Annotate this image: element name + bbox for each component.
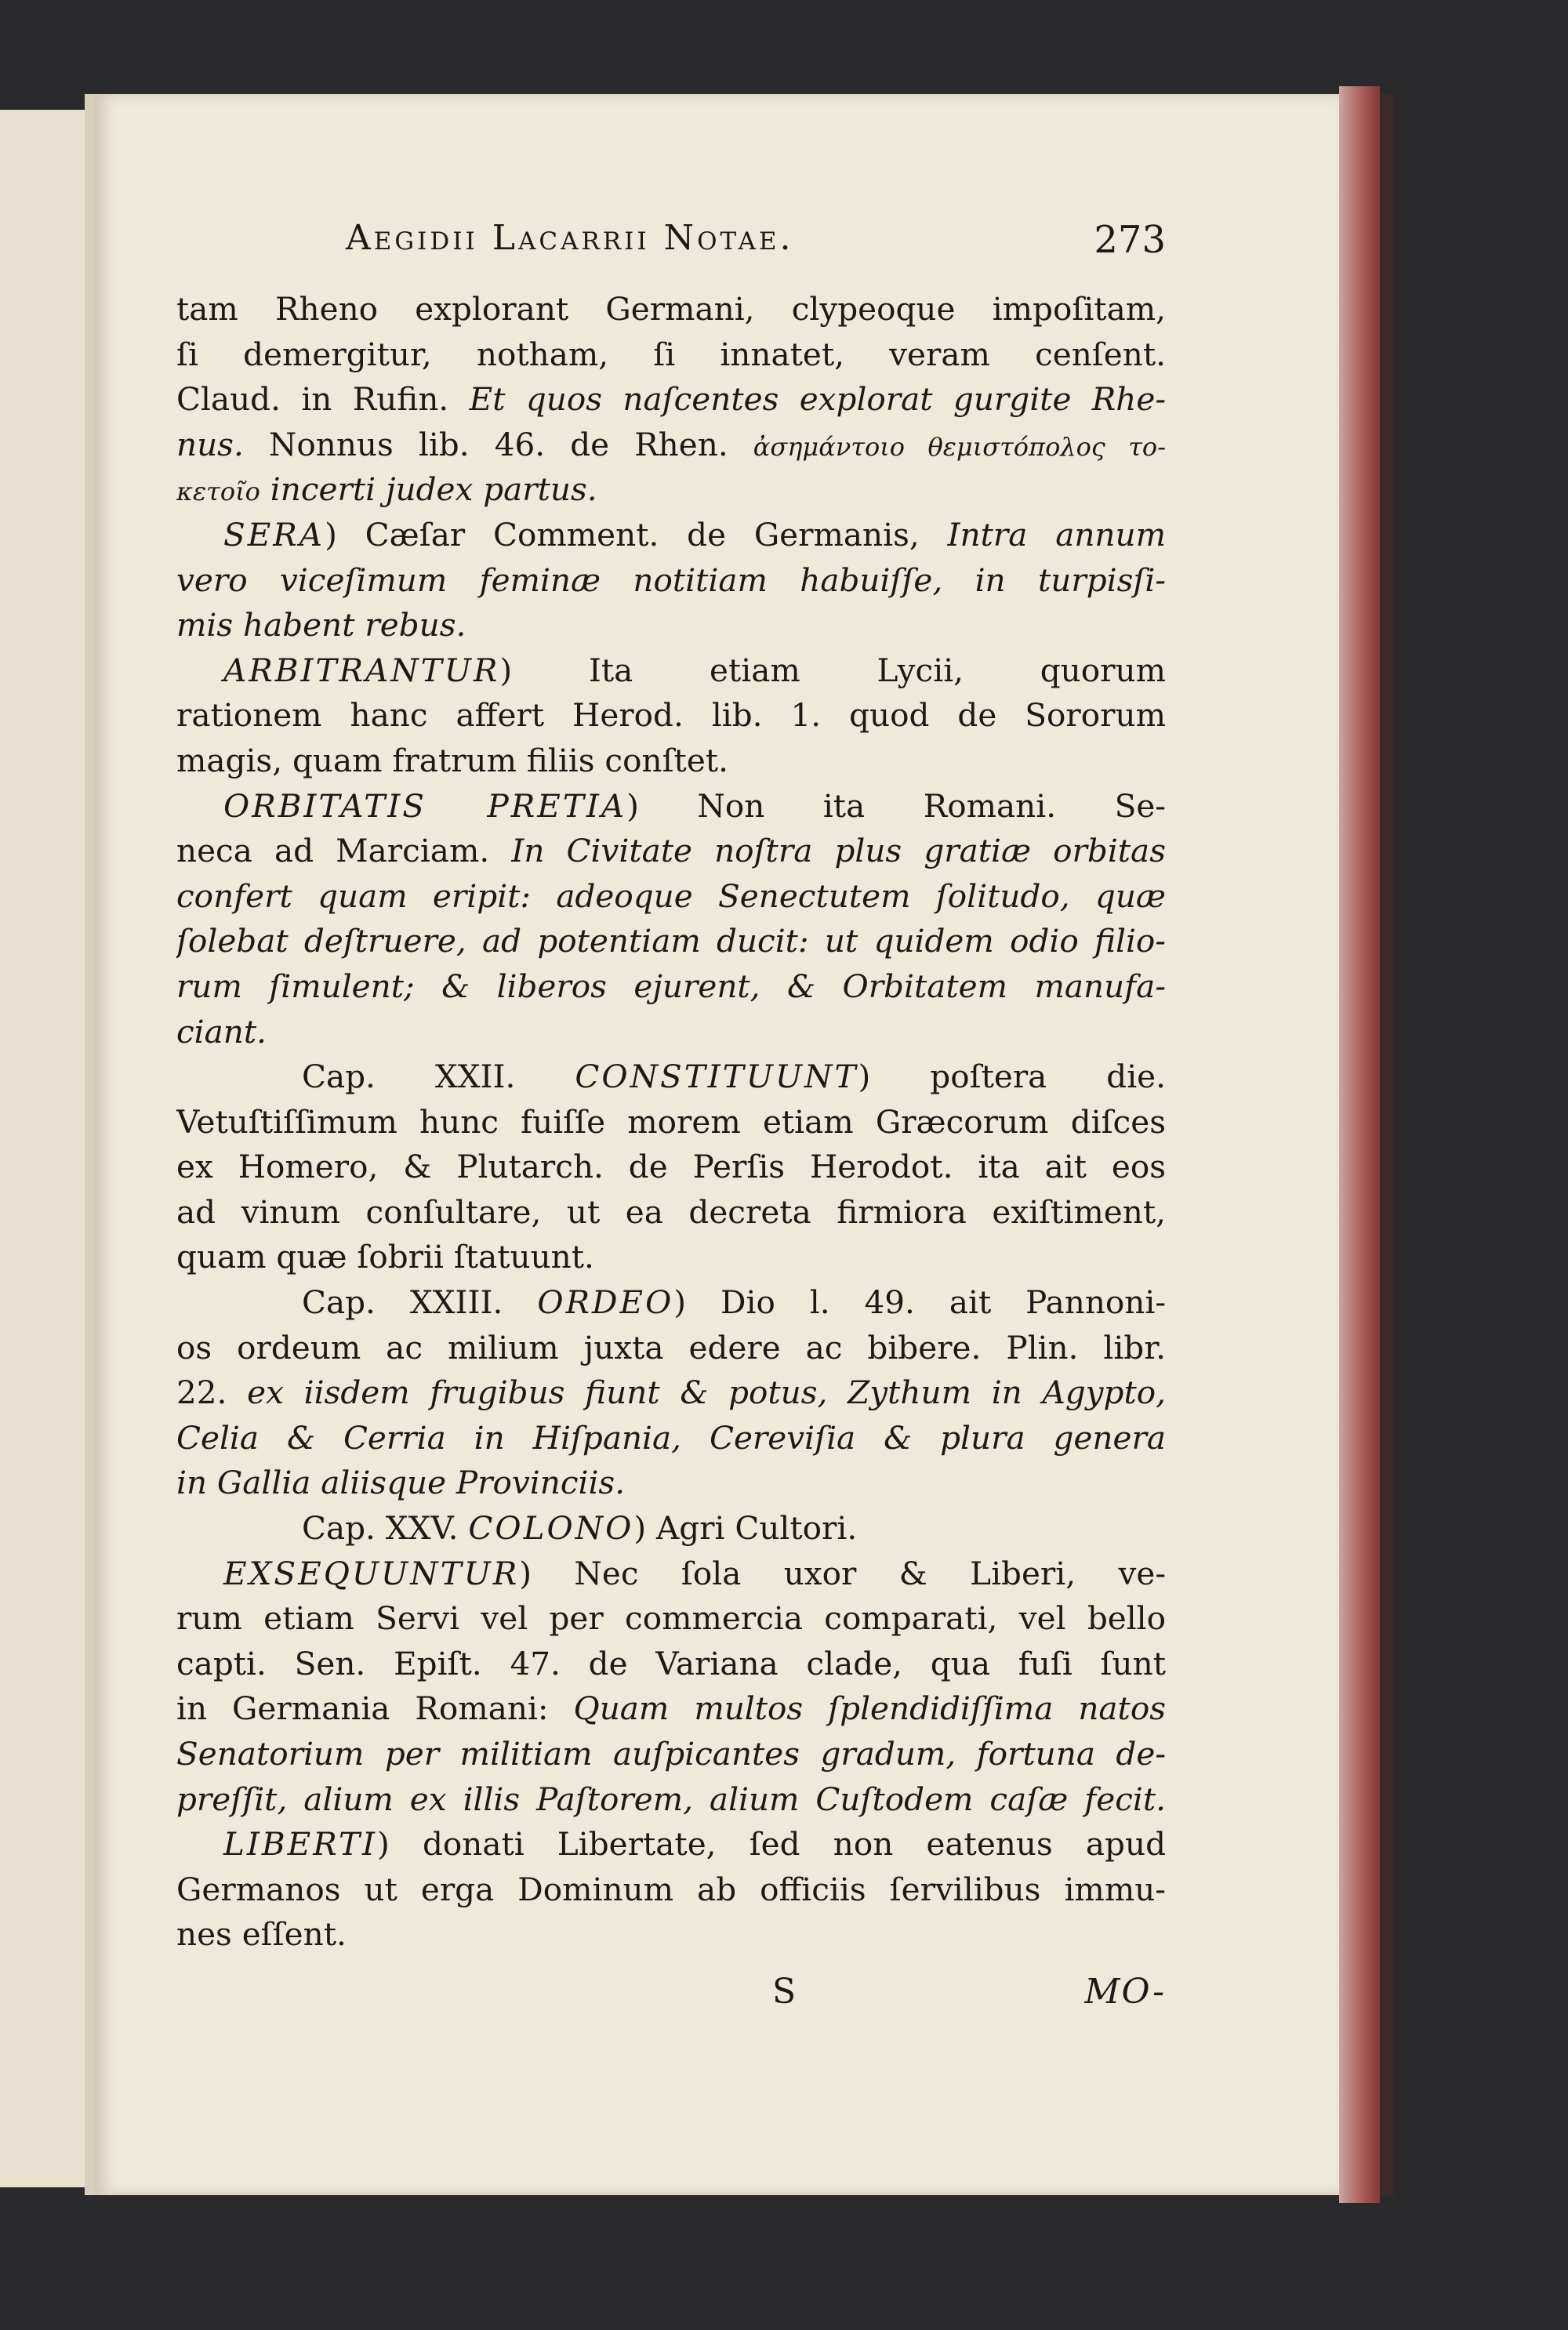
text-segment: ) Ita etiam Lycii, quorum <box>499 651 1166 689</box>
page-number: 273 <box>1094 218 1166 262</box>
text-line <box>176 1190 1166 1236</box>
text-line <box>176 1461 1166 1506</box>
text-segment: incerti judex partus. <box>260 470 597 509</box>
text-line <box>176 1370 1166 1416</box>
text-line <box>176 1506 1166 1552</box>
page-footer <box>176 1972 1166 2034</box>
text-segment: ex iisdem frugibus fiunt & potus, Zythum in Agypto, <box>247 1374 1166 1412</box>
text-line <box>176 1777 1166 1823</box>
page-text-block <box>176 210 1166 2034</box>
lemma-text: ORDEO <box>537 1283 674 1322</box>
lemma-text: ARBITRANTUR <box>223 651 500 689</box>
greek-quote: κετοῖο <box>176 477 260 507</box>
text-segment: nus. <box>176 425 244 463</box>
page-header <box>176 210 1166 267</box>
lemma-text: EXSEQUUNTUR <box>223 1554 520 1592</box>
facing-page-edge <box>0 110 89 2187</box>
text-line <box>176 1145 1166 1190</box>
text-segment: mis habent rebus. <box>176 606 466 644</box>
text-line <box>176 1416 1166 1461</box>
text-line <box>176 1686 1166 1732</box>
text-segment: Intra annum <box>947 515 1166 553</box>
text-line <box>176 603 1166 648</box>
lemma-text: CONSTITUUNT <box>575 1058 858 1096</box>
text-segment: Nonnus lib. 46. de Rhen. <box>243 425 753 463</box>
text-segment: tam Rheno explorant Germani, clypeoque impoſitam, <box>176 290 1166 328</box>
text-segment: ſolebat deſtruere, ad potentiam ducit: ut quidem odio filio- <box>176 922 1166 960</box>
text-segment: ad vinum conſultare, ut ea decreta firmiora exiſtiment, <box>176 1192 1166 1231</box>
text-line <box>176 1732 1166 1777</box>
text-segment: Cap. XXV. <box>302 1509 469 1548</box>
text-line <box>176 829 1166 874</box>
greek-quote: ἀσημάντοιο θεμιστόπολος το- <box>753 431 1166 462</box>
text-segment: in Germania Romani: <box>176 1689 574 1728</box>
lemma-text: LIBERTI <box>223 1825 378 1864</box>
text-segment: In Civitate noſtra plus gratiæ orbitas <box>511 832 1166 870</box>
text-segment: Cap. XXII. <box>302 1058 575 1096</box>
text-line <box>176 919 1166 964</box>
body-text <box>176 287 1166 1958</box>
text-segment: Et quos naſcentes explorat gurgite Rhe- <box>469 380 1166 419</box>
text-segment: Quam multos ſplendidiſſima natos <box>573 1689 1166 1728</box>
text-line <box>176 784 1166 829</box>
text-line <box>176 964 1166 1010</box>
text-segment: ) Non ita Romani. Se- <box>626 786 1166 825</box>
text-line <box>176 1642 1166 1687</box>
text-segment: confert quam eripit: adeoque Senectutem ſolitudo, quæ <box>176 876 1166 915</box>
signature-mark: S <box>772 1971 797 2012</box>
text-segment: ) Dio l. 49. ait Pannoni- <box>673 1283 1166 1322</box>
text-line <box>176 1280 1166 1326</box>
text-segment: Claud. in Rufin. <box>176 380 470 419</box>
catchword: MO- <box>1084 1971 1166 2012</box>
text-segment: nes eſſent. <box>176 1915 347 1954</box>
text-segment: rationem hanc affert Herod. lib. 1. quod de Sororum <box>176 696 1166 735</box>
text-line <box>176 1235 1166 1280</box>
text-segment: Senatorium per militiam auſpicantes gradum, fortuna de- <box>176 1735 1166 1773</box>
text-segment: Celia & Cerria in Hiſpania, Cereviſia & plura genera <box>176 1418 1166 1457</box>
text-line <box>176 377 1166 423</box>
text-segment: vero viceſimum feminæ notitiam habuiſſe, in turpisſi- <box>176 561 1166 599</box>
lemma-text: COLONO <box>468 1509 634 1548</box>
text-segment: Vetuſtiſſimum hunc fuiſſe morem etiam Græcorum diſces <box>176 1102 1166 1141</box>
text-segment: rum ſimulent; & liberos ejurent, & Orbitatem manufa- <box>176 967 1166 1005</box>
text-line <box>176 287 1166 332</box>
text-segment: ciant. <box>176 1012 267 1051</box>
text-line <box>176 332 1166 378</box>
text-line <box>176 739 1166 784</box>
text-segment: ex Homero, & Plutarch. de Perſis Herodot. ita ait eos <box>176 1148 1166 1186</box>
text-line <box>176 1100 1166 1145</box>
text-segment: in Gallia aliisque Provinciis. <box>176 1464 626 1502</box>
text-line <box>176 648 1166 694</box>
text-segment: ) donati Libertate, ſed non eatenus apud <box>377 1825 1166 1864</box>
text-segment: os ordeum ac milium juxta edere ac bibere. Plin. libr. <box>176 1328 1166 1366</box>
red-page-edges <box>1339 86 1380 2203</box>
text-line <box>176 1822 1166 1867</box>
book-cover-edge <box>1380 94 1394 2195</box>
text-segment: ) Nec ſola uxor & Liberi, ve- <box>519 1554 1166 1592</box>
text-segment: capti. Sen. Epiſt. 47. de Variana clade, qua fuſi ſunt <box>176 1644 1166 1682</box>
text-line <box>176 423 1166 468</box>
lemma-text: SERA <box>223 515 325 553</box>
text-line <box>176 1054 1166 1100</box>
text-segment: Cap. XXIII. <box>302 1283 538 1322</box>
text-segment: ſi demergitur, notham, ſi innatet, veram cenſent. <box>176 335 1166 373</box>
text-line <box>176 467 1166 513</box>
text-segment: ) Agri Cultori. <box>633 1509 858 1548</box>
text-line <box>176 1326 1166 1371</box>
text-line <box>176 693 1166 739</box>
text-line <box>176 1867 1166 1913</box>
text-segment: rum etiam Servi vel per commercia comparati, vel bello <box>176 1599 1166 1638</box>
text-segment: 22. <box>176 1374 248 1412</box>
text-line <box>176 1010 1166 1055</box>
text-segment: ) Cæſar Comment. de Germanis, <box>325 515 948 553</box>
text-line <box>176 558 1166 604</box>
running-title: Aegidii Lacarrii Notae. <box>346 218 794 258</box>
lemma-text: ORBITATIS PRETIA <box>223 786 627 825</box>
text-segment: neca ad Marciam. <box>176 832 512 870</box>
text-segment: preſſit, alium ex illis Paſtorem, alium Cuſtodem caſæ fecit. <box>176 1780 1166 1818</box>
text-segment: magis, quam fratrum filiis conſtet. <box>176 741 728 779</box>
text-line <box>176 513 1166 558</box>
text-line <box>176 1596 1166 1642</box>
text-line <box>176 874 1166 920</box>
text-segment: quam quæ ſobrii ſtatuunt. <box>176 1238 594 1276</box>
text-segment: Germanos ut erga Dominum ab officiis ſervilibus immu- <box>176 1870 1166 1908</box>
text-segment: ) poſtera die. <box>858 1058 1166 1096</box>
text-line <box>176 1552 1166 1597</box>
text-line <box>176 1912 1166 1958</box>
